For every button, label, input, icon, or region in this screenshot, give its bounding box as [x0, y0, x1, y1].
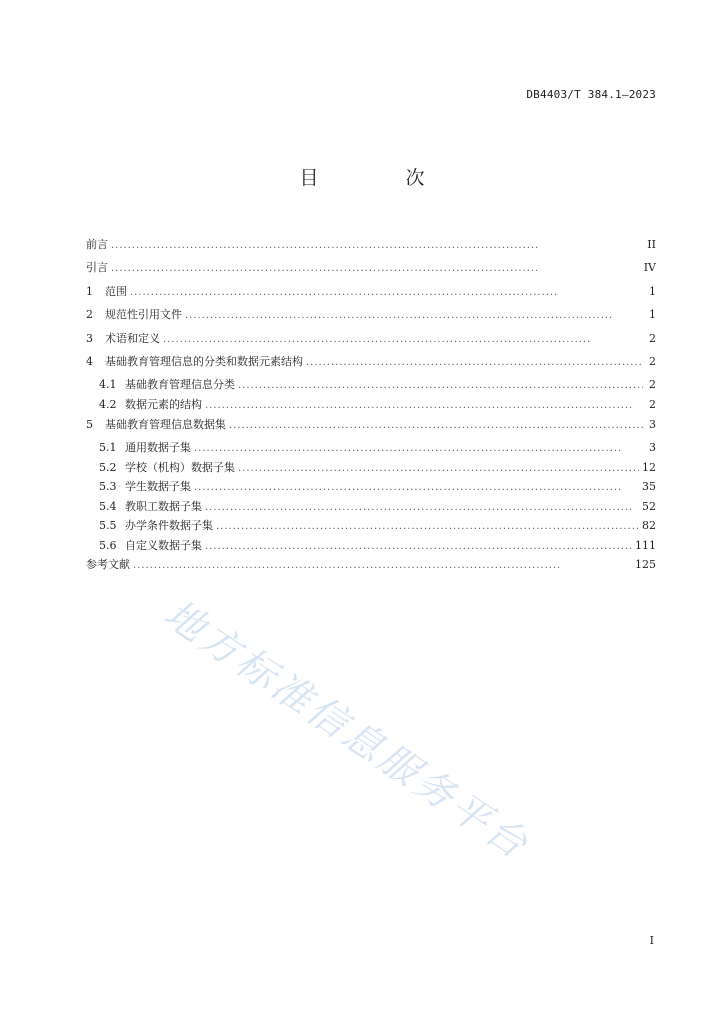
toc-entry-page: IV	[643, 261, 656, 275]
toc-entry[interactable]	[86, 283, 656, 306]
toc-entry[interactable]	[86, 259, 656, 282]
toc-entry[interactable]	[86, 376, 656, 396]
toc-dot-leader	[130, 287, 643, 298]
table-of-contents	[86, 236, 656, 580]
toc-entry[interactable]	[86, 330, 656, 353]
toc-entry-page: 52	[642, 499, 656, 513]
toc-entry[interactable]	[86, 353, 656, 376]
toc-entry[interactable]	[86, 517, 656, 537]
toc-entry-page: 2	[649, 331, 656, 345]
toc-entry[interactable]	[86, 537, 656, 557]
toc-dot-leader	[205, 400, 643, 411]
toc-entry-number: 5.1	[99, 440, 117, 454]
toc-entry-page: 82	[642, 519, 656, 533]
toc-entry[interactable]	[86, 459, 656, 479]
toc-entry-page: 1	[649, 308, 656, 322]
toc-entry-page: 3	[649, 417, 656, 431]
toc-entry-number: 5.2	[99, 460, 117, 474]
toc-entry[interactable]	[86, 236, 656, 259]
standard-code: DB4403/T 384.1—2023	[526, 88, 656, 101]
toc-dot-leader	[238, 463, 639, 474]
toc-entry-label: 基础教育管理信息的分类和数据元素结构	[105, 354, 303, 368]
page-number: I	[649, 934, 654, 947]
toc-entry-label: 自定义数据子集	[125, 538, 202, 552]
toc-entry-label: 引言	[86, 261, 108, 275]
toc-entry-number: 4.1	[99, 378, 117, 392]
toc-dot-leader	[238, 380, 643, 391]
toc-entry-label: 通用数据子集	[125, 440, 191, 454]
toc-dot-leader	[205, 502, 639, 513]
toc-entry-number: 5.5	[99, 519, 117, 533]
toc-entry-number: 3	[86, 331, 93, 345]
toc-entry-number: 2	[86, 308, 93, 322]
toc-entry[interactable]	[86, 478, 656, 498]
toc-dot-leader	[111, 240, 643, 251]
toc-entry-page: 125	[635, 558, 656, 572]
toc-entry-page: 3	[649, 440, 656, 454]
toc-dot-leader	[163, 334, 643, 345]
toc-dot-leader	[185, 310, 643, 321]
toc-entry-label: 术语和定义	[105, 331, 160, 345]
toc-entry-label: 前言	[86, 238, 108, 251]
toc-entry[interactable]	[86, 498, 656, 518]
toc-dot-leader	[111, 263, 641, 274]
toc-entry-label: 基础教育管理信息数据集	[105, 417, 226, 431]
toc-entry-label: 学校（机构）数据子集	[125, 460, 235, 474]
toc-title: 目 次	[299, 167, 459, 189]
toc-entry-number: 4	[86, 354, 93, 368]
toc-entry[interactable]	[86, 439, 656, 459]
toc-entry-number: 5.3	[99, 480, 117, 494]
toc-entry-label: 办学条件数据子集	[125, 519, 213, 533]
toc-entry-label: 学生数据子集	[125, 480, 191, 494]
toc-entry-number: 1	[86, 284, 93, 298]
toc-dot-leader	[205, 541, 632, 552]
toc-entry-label: 数据元素的结构	[125, 397, 202, 411]
toc-entry-page: 2	[649, 397, 656, 411]
toc-dot-leader	[216, 521, 639, 532]
toc-entry-number: 5.4	[99, 499, 117, 513]
toc-entry-page: 12	[642, 460, 656, 474]
toc-entry[interactable]	[86, 306, 656, 329]
toc-entry-page: 111	[635, 538, 656, 552]
toc-dot-leader	[194, 482, 639, 493]
toc-entry-page: 1	[649, 284, 656, 298]
toc-entry[interactable]	[86, 556, 656, 579]
toc-entry-label: 范围	[105, 284, 127, 298]
toc-entry-number: 4.2	[99, 397, 117, 411]
toc-entry-page: II	[647, 238, 656, 251]
toc-entry-label: 参考文献	[86, 558, 130, 572]
toc-entry-number: 5.6	[99, 538, 117, 552]
toc-entry-label: 规范性引用文件	[105, 308, 182, 322]
toc-dot-leader	[194, 443, 643, 454]
toc-entry-page: 2	[649, 354, 656, 368]
toc-dot-leader	[306, 357, 643, 368]
toc-entry-page: 35	[642, 480, 656, 494]
toc-entry-number: 5	[86, 417, 93, 431]
toc-entry-label: 基础教育管理信息分类	[125, 378, 235, 392]
watermark: 地方标准信息服务平台	[155, 591, 538, 870]
toc-dot-leader	[133, 560, 632, 571]
toc-entry-label: 教职工数据子集	[125, 499, 202, 513]
toc-dot-leader	[229, 420, 643, 431]
toc-entry[interactable]	[86, 416, 656, 439]
toc-entry-page: 2	[649, 378, 656, 392]
toc-entry[interactable]	[86, 396, 656, 416]
